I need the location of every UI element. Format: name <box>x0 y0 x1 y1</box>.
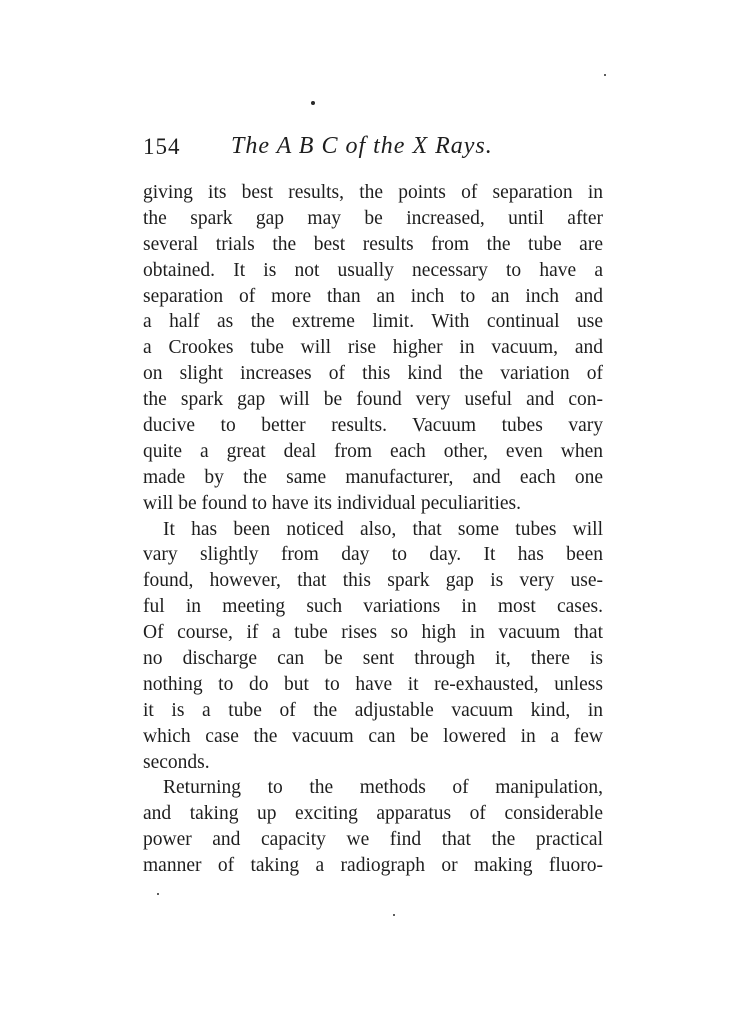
text-line: It has been noticed also, that some tubes will <box>163 518 603 540</box>
text-line: nothing to do but to have it re-exhausted, unless <box>143 673 603 695</box>
text-line: which case the vacuum can be lowered in a few <box>143 725 603 747</box>
text-line: obtained. It is not usually necessary to have a <box>143 259 603 281</box>
text-line: and taking up exciting apparatus of considerable <box>143 803 603 825</box>
text-line: the spark gap may be increased, until after <box>143 207 603 229</box>
text-line: quite a great deal from each other, even when <box>143 440 603 462</box>
text-line: Of course, if a tube rises so high in vacuum that <box>143 622 603 644</box>
text-line: Returning to the methods of manipulation, <box>163 777 603 799</box>
text-line: it is a tube of the adjustable vacuum kind, in <box>143 699 603 721</box>
paragraph-1 <box>143 180 603 517</box>
text-line: the spark gap will be found very useful and con- <box>143 389 603 411</box>
text-line: ful in meeting such variations in most cases. <box>143 596 603 618</box>
print-speck <box>604 74 606 76</box>
text-line: made by the same manufacturer, and each one <box>143 466 603 488</box>
text-line: found, however, that this spark gap is very use- <box>143 570 603 592</box>
text-line: power and capacity we find that the practical <box>143 829 603 851</box>
print-speck <box>157 893 159 895</box>
text-line: vary slightly from day to day. It has been <box>143 544 603 566</box>
paragraph-2 <box>143 517 603 776</box>
text-line: several trials the best results from the tube are <box>143 233 603 255</box>
text-line: no discharge can be sent through it, there is <box>143 648 603 670</box>
text-line: separation of more than an inch to an inch and <box>143 285 603 307</box>
text-line: seconds. <box>143 751 210 773</box>
print-speck <box>311 101 315 105</box>
text-line: on slight increases of this kind the variation of <box>143 363 603 385</box>
page-header <box>143 134 603 164</box>
page-number: 154 <box>143 134 181 159</box>
paragraph-3 <box>143 775 603 879</box>
text-line: a half as the extreme limit. With continual use <box>143 311 603 333</box>
text-line: manner of taking a radiograph or making fluoro- <box>143 855 603 877</box>
running-title: The A B C of the X Rays. <box>231 133 493 159</box>
body-text <box>143 180 603 879</box>
text-line: ducive to better results. Vacuum tubes vary <box>143 415 603 437</box>
text-line: giving its best results, the points of separation in <box>143 182 603 203</box>
text-line: will be found to have its individual peculiarities. <box>143 492 522 514</box>
text-line: a Crookes tube will rise higher in vacuum, and <box>143 337 603 359</box>
print-speck <box>393 914 395 916</box>
